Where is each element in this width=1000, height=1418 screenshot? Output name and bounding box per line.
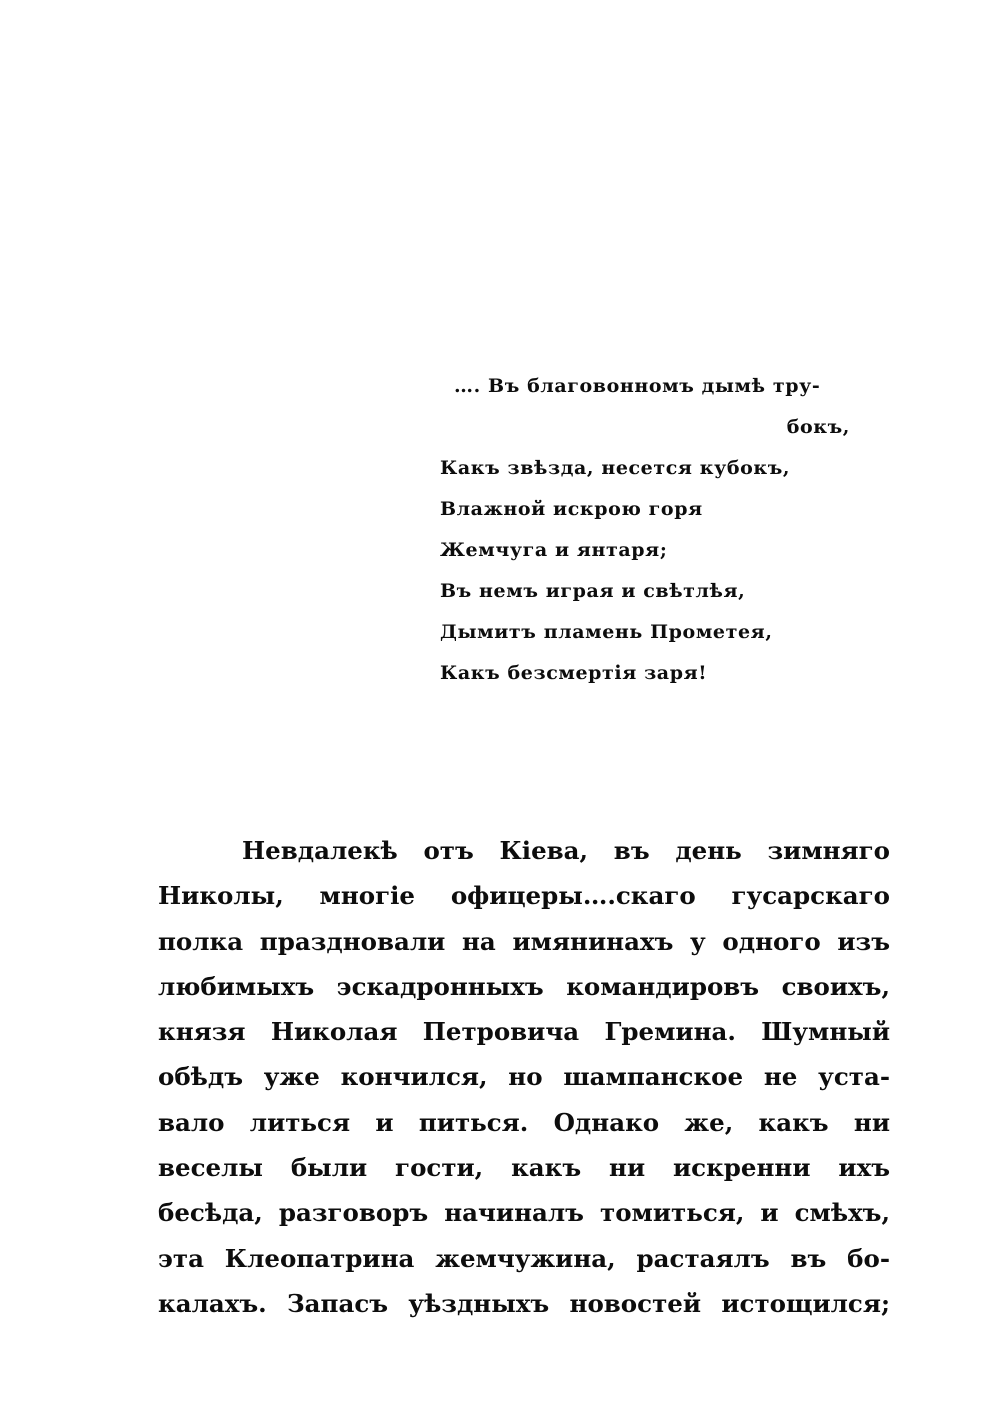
epigraph-line: Какъ безсмертія заря! xyxy=(440,662,708,684)
epigraph-line: Какъ звѣзда, несется кубокъ, xyxy=(440,457,791,479)
epigraph-verse xyxy=(440,366,870,694)
body-line: Невдалекѣ отъ Кіева, въ день зимняго xyxy=(242,836,890,865)
epigraph-line: Въ немъ играя и свѣтлѣя, xyxy=(440,580,746,602)
body-line: бесѣда, разговоръ начиналъ томиться, и смѣхъ, xyxy=(158,1198,890,1228)
body-line: обѣдъ уже кончился, но шампанское не уста- xyxy=(158,1062,890,1092)
epigraph-line: Жемчуга и янтаря; xyxy=(440,539,668,561)
body-line: калахъ. Запасъ уѣздныхъ новостей истощился; xyxy=(158,1288,890,1318)
body-line: полка праздновали на имянинахъ у одного изъ xyxy=(158,926,890,956)
epigraph-line: Дымитъ пламень Прометея, xyxy=(440,621,773,643)
body-line: эта Клеопатрина жемчужина, растаялъ въ бо- xyxy=(158,1243,890,1273)
body-line: вало литься и питься. Однако же, какъ ни xyxy=(158,1107,890,1137)
epigraph-line: бокъ, xyxy=(786,416,850,438)
body-paragraph xyxy=(158,828,890,1326)
epigraph-line: …. Въ благовонномъ дымѣ тру- xyxy=(454,375,821,397)
body-line: Николы, многіе офицеры….скаго гусарскаго xyxy=(158,881,890,911)
body-line: веселы были гости, какъ ни искренни ихъ xyxy=(158,1153,890,1183)
body-line: любимыхъ эскадронныхъ командировъ своихъ, xyxy=(158,971,890,1001)
body-line: князя Николая Петровича Гремина. Шумный xyxy=(158,1017,890,1047)
epigraph-line: Влажной искрою горя xyxy=(440,498,703,520)
